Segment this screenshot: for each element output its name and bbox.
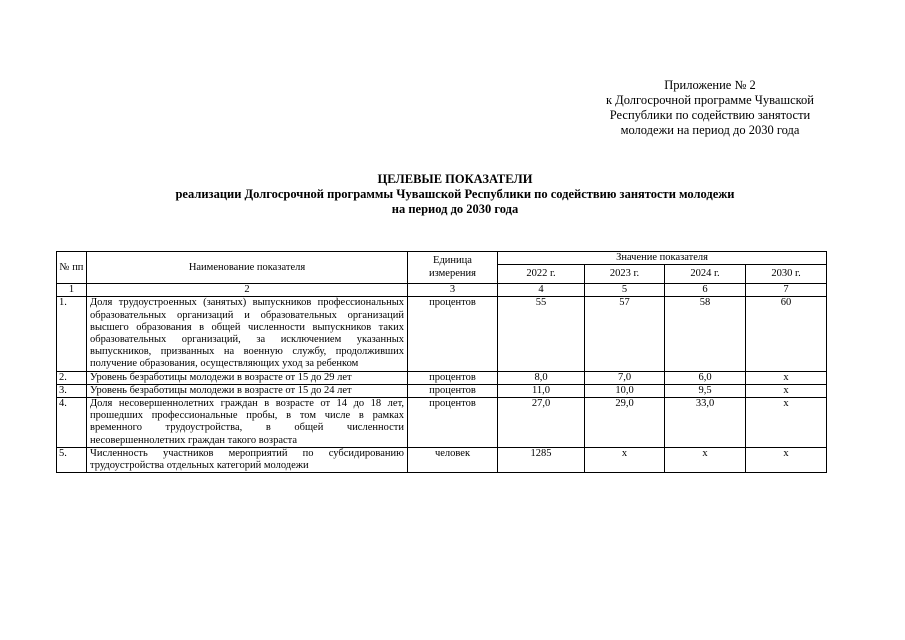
- header-year: 2030 г.: [746, 265, 827, 284]
- row-value: 11,0: [498, 384, 585, 397]
- header-num: № пп: [57, 252, 87, 284]
- row-value: х: [665, 447, 746, 472]
- row-value: 60: [746, 297, 827, 371]
- column-number: 1: [57, 284, 87, 297]
- table-row: [57, 371, 827, 384]
- title-line: ЦЕЛЕВЫЕ ПОКАЗАТЕЛИ: [377, 172, 533, 186]
- table-row: [57, 398, 827, 448]
- header-unit: Единица измерения: [408, 252, 498, 284]
- column-number: 5: [585, 284, 665, 297]
- table-row: [57, 447, 827, 472]
- row-value: 29,0: [585, 398, 665, 448]
- appendix-line: Республики по содействию занятости: [609, 108, 811, 122]
- row-value: х: [746, 447, 827, 472]
- column-number: 2: [87, 284, 408, 297]
- row-name: Доля несовершеннолетних граждан в возрасте от 14 до 18 лет, прошедших профессиональные пробы, в том числе в рамках временного трудоустройства, в общей численности несовершеннолетних граждан такого возраста: [87, 398, 408, 448]
- row-value: 6,0: [665, 371, 746, 384]
- row-unit: человек: [408, 447, 498, 472]
- column-numbers-row: [57, 284, 827, 297]
- row-num: 4.: [57, 398, 87, 448]
- row-value: 8,0: [498, 371, 585, 384]
- row-unit: процентов: [408, 384, 498, 397]
- row-value: 33,0: [665, 398, 746, 448]
- row-value: 55: [498, 297, 585, 371]
- row-num: 1.: [57, 297, 87, 371]
- row-name: Уровень безработицы молодежи в возрасте от 15 до 24 лет: [87, 384, 408, 397]
- row-value: х: [746, 398, 827, 448]
- row-value: 9,5: [665, 384, 746, 397]
- row-value: 58: [665, 297, 746, 371]
- column-number: 3: [408, 284, 498, 297]
- header-year: 2023 г.: [585, 265, 665, 284]
- indicators-table: [56, 251, 827, 473]
- row-num: 5.: [57, 447, 87, 472]
- column-number: 6: [665, 284, 746, 297]
- document-title: [60, 172, 850, 217]
- row-unit: процентов: [408, 297, 498, 371]
- row-value: х: [585, 447, 665, 472]
- appendix-header: [560, 78, 860, 138]
- row-value: 1285: [498, 447, 585, 472]
- row-value: х: [746, 384, 827, 397]
- column-number: 7: [746, 284, 827, 297]
- row-value: 57: [585, 297, 665, 371]
- table-row: [57, 384, 827, 397]
- title-line: на период до 2030 года: [391, 202, 519, 216]
- row-name: Численность участников мероприятий по субсидированию трудоустройства отдельных категорий молодежи: [87, 447, 408, 472]
- row-value: х: [746, 371, 827, 384]
- column-number: 4: [498, 284, 585, 297]
- row-value: 7,0: [585, 371, 665, 384]
- row-value: 10,0: [585, 384, 665, 397]
- row-unit: процентов: [408, 398, 498, 448]
- appendix-line: к Долгосрочной программе Чувашской: [605, 93, 814, 107]
- appendix-line: молодежи на период до 2030 года: [620, 123, 800, 137]
- header-year: 2022 г.: [498, 265, 585, 284]
- row-num: 2.: [57, 371, 87, 384]
- row-name: Уровень безработицы молодежи в возрасте от 15 до 29 лет: [87, 371, 408, 384]
- appendix-line: Приложение № 2: [664, 78, 756, 92]
- row-value: 27,0: [498, 398, 585, 448]
- header-value-group: Значение показателя: [498, 252, 827, 265]
- header-year: 2024 г.: [665, 265, 746, 284]
- row-num: 3.: [57, 384, 87, 397]
- header-name: Наименование показателя: [87, 252, 408, 284]
- row-unit: процентов: [408, 371, 498, 384]
- title-line: реализации Долгосрочной программы Чувашской Республики по содействию занятости молодежи: [175, 187, 735, 201]
- table-row: [57, 297, 827, 371]
- row-name: Доля трудоустроенных (занятых) выпускников профессиональных образовательных организаций и образовательных организаций высшего образования в общей численности выпускников таких образовательных организаций, за исключением указанных выпускников, призванных на военную службу, продолживших получение образования, осуществляющих уход за ребенком: [87, 297, 408, 371]
